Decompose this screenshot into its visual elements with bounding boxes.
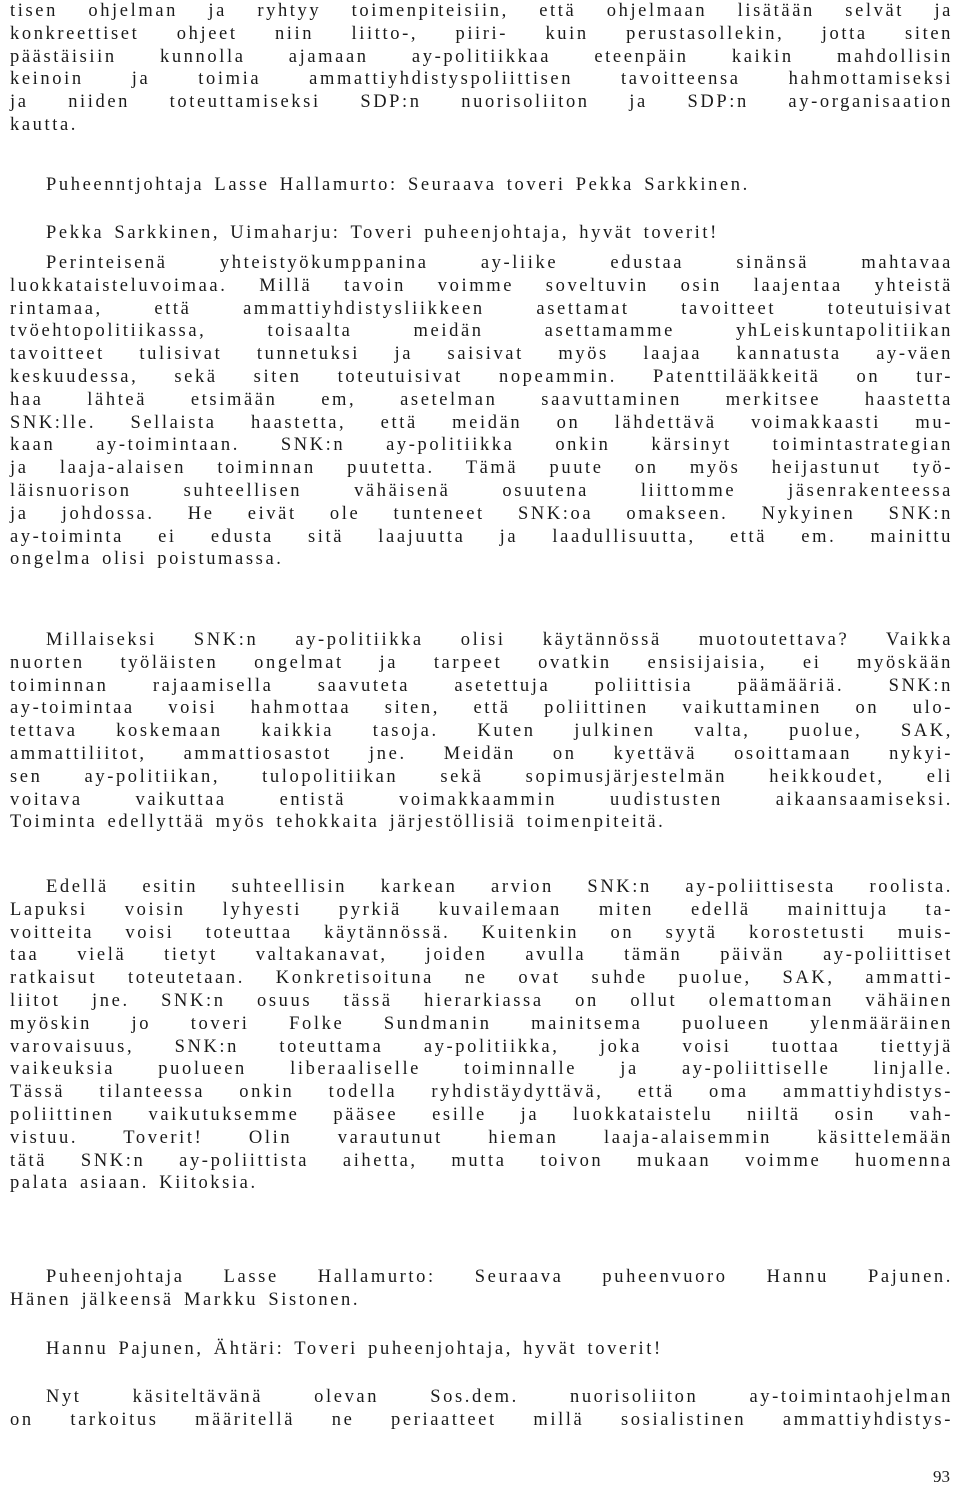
text-line: läisnuorison suhteellisen vähäisenä osuutena liittomme jäsenrakenteessa (10, 480, 953, 501)
text-line: Pekka Sarkkinen, Uimaharju: Toveri puheenjohtaja, hyvät toverit! (46, 223, 719, 243)
paragraph-6 (10, 876, 953, 1195)
text-line: varovaisuus, SNK:n toteuttama ay-politiikka, joka voisi tuottaa tiettyjä (10, 1036, 953, 1057)
paragraph-8 (10, 1338, 953, 1361)
text-line: Hannu Pajunen, Ähtäri: Toveri puheenjohtaja, hyvät toverit! (46, 1339, 663, 1359)
text-line: SNK:lle. Sellaista haastetta, että meidän on lähdettävä voimakkaasti mu- (10, 412, 953, 433)
text-line: keinoin ja toimia ammattiyhdistyspoliittisen tavoitteensa hahmottamiseksi (10, 69, 953, 90)
text-line: voitteita voisi toteuttaa käytännössä. Kuitenkin on syytä korostetusti muis- (10, 922, 953, 943)
text-line: tisen ohjelman ja ryhtyy toimenpiteisiin, että ohjelmaan lisätään selvät ja (10, 1, 953, 21)
text-line: tvöehtopolitiikassa, toisaalta meidän asettamamme yhLeiskuntapolitiikan (10, 321, 953, 342)
paragraph-5 (10, 629, 953, 834)
text-line: sen ay-politiikan, tulopolitiikan sekä sopimusjärjestelmän heikkoudet, eli (10, 766, 953, 787)
text-line: Puheenjohtaja Lasse Hallamurto: Seuraava puheenvuoro Hannu Pajunen. (46, 1267, 953, 1287)
page-number: 93 (933, 1467, 950, 1486)
text-line: kautta. (10, 114, 79, 135)
text-line: rintamaa, että ammattiyhdistysliikkeen asettamat tavoitteet toteutuisivat (10, 298, 953, 319)
text-line: myöskin jo toveri Folke Sundmanin mainitsema puolueen ylenmääräinen (10, 1013, 953, 1034)
text-line: Millaiseksi SNK:n ay-politiikka olisi käytännössä muotoutettava? Vaikka (46, 630, 953, 650)
paragraph-1 (10, 0, 953, 137)
text-line: konkreettiset ohjeet niin liitto-, piiri- kuin perustasollekin, jotta siten (10, 23, 953, 44)
text-line: haa lähteä etsimään em, asetelman saavuttaminen merkitsee haastetta (10, 389, 953, 410)
text-line: toiminnan rajaamisella saavuteta asetettuja poliittisia päämääriä. SNK:n (10, 675, 953, 696)
text-line: kaan ay-toimintaan. SNK:n ay-politiikka onkin kärsinyt toimintastrategian (10, 435, 953, 456)
paragraph-3 (10, 222, 953, 245)
text-line: tettava koskemaan kaikkia tasoja. Kuten julkinen valta, puolue, SAK, (10, 721, 953, 742)
text-line: taa vielä tietyt valtakanavat, joiden avulla tämän päivän ay-poliittiset (10, 945, 953, 966)
paragraph-7 (10, 1266, 953, 1312)
text-line: Tässä tilanteessa onkin todella ryhdistäydyttävä, että oma ammattiyhdistys- (10, 1082, 953, 1103)
text-line: palata asiaan. Kiitoksia. (10, 1173, 258, 1194)
text-line: ay-toiminta ei edusta sitä laajuutta ja laadullisuutta, että em. mainittu (10, 526, 953, 547)
text-line: ratkaisut toteutetaan. Konkretisoituna ne ovat suhde puolue, SAK, ammatti- (10, 968, 953, 989)
text-line: ongelma olisi poistumassa. (10, 549, 284, 570)
paragraph-2 (10, 174, 953, 197)
text-line: ja laaja-alaisen toiminnan puutetta. Tämä puute on myös heijastunut työ- (10, 458, 953, 479)
text-line: liitot jne. SNK:n osuus tässä hierarkiassa on ollut olemattoman vähäinen (10, 990, 953, 1011)
paragraph-9 (10, 1386, 953, 1432)
text-line: ja johdossa. He eivät ole tunteneet SNK:oa omakseen. Nykyinen SNK:n (10, 503, 953, 524)
text-line: nuorten työläisten ongelmat ja tarpeet ovatkin ensisijaisia, ei myöskään (10, 652, 953, 673)
paragraph-4 (10, 252, 953, 571)
text-line: keskuudessa, sekä siten toteutuisivat nopeammin. Patenttilääkkeitä on tur- (10, 366, 953, 387)
text-line: Lapuksi voisin lyhyesti pyrkiä kuvailemaan miten edellä mainittuja ta- (10, 899, 953, 920)
text-line: vaikeuksia puolueen liberaaliselle toiminnalle ja ay-poliittiselle linjalle. (10, 1059, 953, 1080)
text-line: Hänen jälkeensä Markku Sistonen. (10, 1289, 361, 1310)
text-line: poliittinen vaikutuksemme pääsee esille ja luokkataistelu niiltä osin vah- (10, 1104, 953, 1125)
text-line: Edellä esitin suhteellisin karkean arvion SNK:n ay-poliittisesta roolista. (46, 877, 953, 897)
text-line: Perinteisenä yhteistyökumppanina ay-liike edustaa sinänsä mahtavaa (46, 253, 953, 273)
text-line: päästäisiin kunnolla ajamaan ay-politiikkaa eteenpäin kaikin mahdollisin (10, 46, 953, 67)
text-line: ay-toimintaa voisi hahmottaa siten, että poliittinen vaikuttaminen on ulo- (10, 698, 953, 719)
text-line: ja niiden toteuttamiseksi SDP:n nuorisoliiton ja SDP:n ay-organisaation (10, 92, 953, 113)
text-line: vistuu. Toverit! Olin varautunut hieman laaja-alaisemmin käsittelemään (10, 1127, 953, 1148)
text-line: tavoitteet tulisivat tunnetuksi ja saisivat myös laajaa kannatusta ay-väen (10, 344, 953, 365)
text-line: voitava vaikuttaa entistä voimakkaammin uudistusten aikaansaamiseksi. (10, 789, 953, 810)
text-line: Puheenntjohtaja Lasse Hallamurto: Seuraava toveri Pekka Sarkkinen. (46, 175, 750, 195)
text-line: luokkataisteluvoimaa. Millä tavoin voimme soveltuvin osin laajentaa yhteistä (10, 275, 953, 296)
text-line: Nyt käsiteltävänä olevan Sos.dem. nuorisoliiton ay-toimintaohjelman (46, 1387, 953, 1407)
text-line: on tarkoitus määritellä ne periaatteet millä sosialistinen ammattiyhdistys- (10, 1409, 953, 1430)
text-line: ammattiliitot, ammattiosastot jne. Meidän on kyettävä osoittamaan nykyi- (10, 743, 953, 764)
text-line: Toiminta edellyttää myös tehokkaita järjestöllisiä toimenpiteitä. (10, 812, 666, 833)
text-line: tätä SNK:n ay-poliittista aihetta, mutta toivon mukaan voimme huomenna (10, 1150, 953, 1171)
